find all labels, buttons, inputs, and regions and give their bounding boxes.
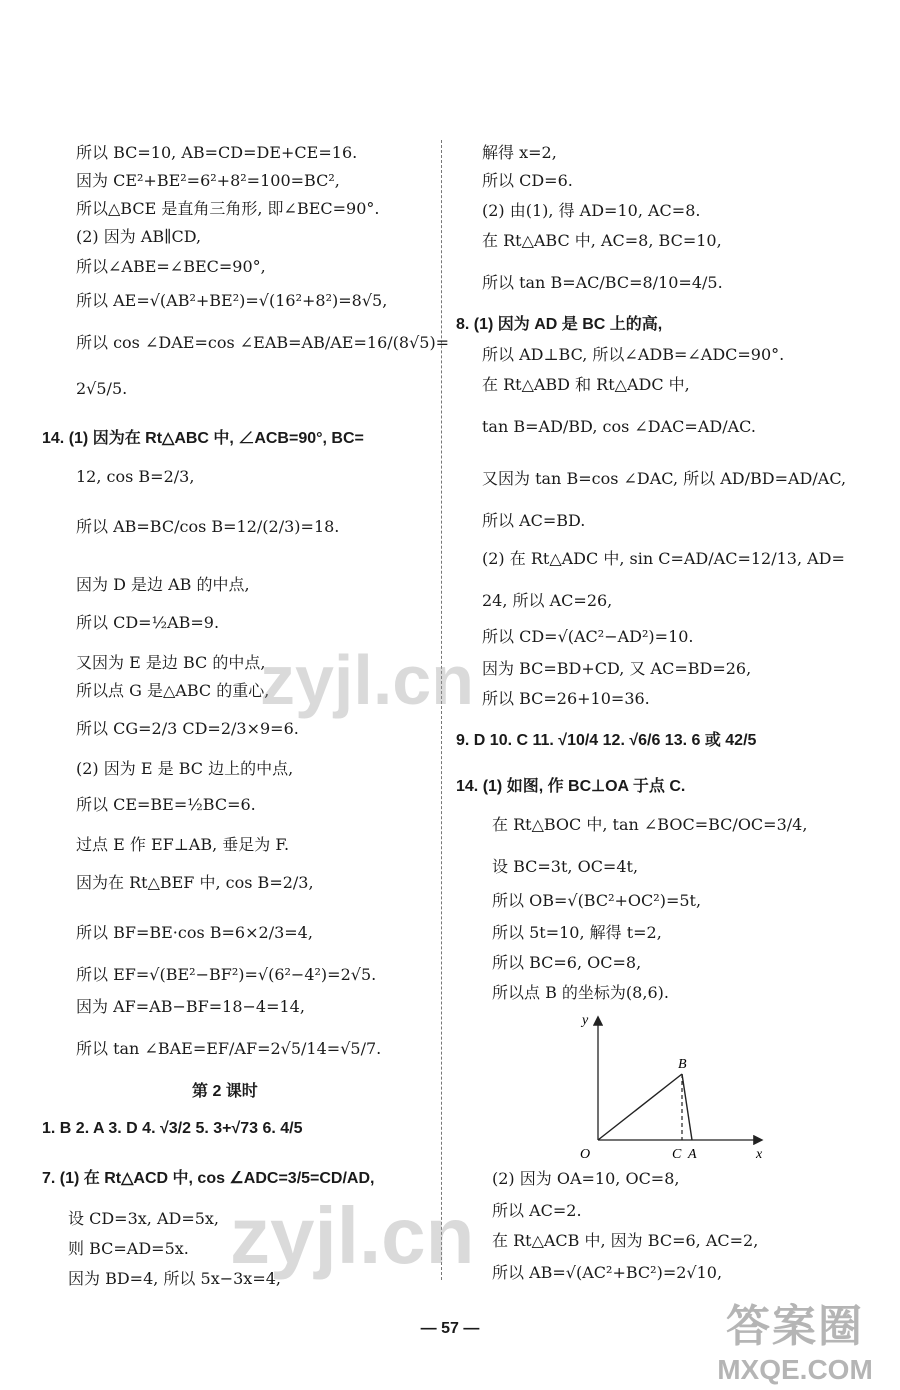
text-line: 在 Rt△ACB 中, 因为 BC=6, AC=2,: [492, 1231, 759, 1250]
question-14-line: 14. (1) 因为在 Rt△ABC 中, ∠ACB=90°, BC=: [42, 430, 364, 447]
text-line: 所以 CD=½AB=9.: [76, 613, 220, 632]
text-line: (2) 由(1), 得 AD=10, AC=8.: [482, 201, 701, 220]
text-line: 所以 AE=√(AB²+BE²)=√(16²+8²)=8√5,: [76, 291, 388, 310]
text-line: 又因为 E 是边 BC 的中点,: [76, 653, 266, 672]
text-line: 设 BC=3t, OC=4t,: [492, 857, 639, 876]
text-line: 所以∠ABE=∠BEC=90°,: [76, 257, 266, 276]
logo-bottom: MXQE.COM: [717, 1354, 873, 1385]
site-logo: [700, 1290, 890, 1385]
text-line: 所以 tan B=AC/BC=8/10=4/5.: [482, 273, 723, 292]
point-o-label: O: [580, 1147, 591, 1160]
text-line: 12, cos B=2/3,: [76, 467, 195, 486]
text-line: (2) 在 Rt△ADC 中, sin C=AD/AC=12/13, AD=: [482, 549, 845, 568]
text-line: 所以 CE=BE=½BC=6.: [76, 795, 256, 814]
text-line: 因为在 Rt△BEF 中, cos B=2/3,: [76, 873, 314, 892]
text-line: 所以点 G 是△ABC 的重心,: [76, 681, 270, 700]
text-line: 又因为 tan B=cos ∠DAC, 所以 AD/BD=AD/AC,: [482, 469, 847, 488]
text-line: 所以 BF=BE·cos B=6×2/3=4,: [76, 923, 313, 942]
question-14-line: 14. (1) 如图, 作 BC⊥OA 于点 C.: [456, 778, 686, 795]
y-axis-label: y: [582, 1013, 589, 1028]
segment-ba: [682, 1074, 692, 1140]
text-line: 因为 CE²+BE²=6²+8²=100=BC²,: [76, 171, 340, 190]
text-line: 在 Rt△BOC 中, tan ∠BOC=BC/OC=3/4,: [492, 815, 808, 834]
text-line: 因为 BC=BD+CD, 又 AC=BD=26,: [482, 659, 752, 678]
segment-ob: [598, 1074, 682, 1140]
text-line: 所以 CD=6.: [482, 171, 573, 190]
text-line: 在 Rt△ABD 和 Rt△ADC 中,: [482, 375, 690, 394]
text-line: 所以 cos ∠DAE=cos ∠EAB=AB/AE=16/(8√5)=: [76, 333, 450, 352]
text-line: 所以△BCE 是直角三角形, 即∠BEC=90°.: [76, 199, 380, 218]
text-line: 所以 EF=√(BE²−BF²)=√(6²−4²)=2√5.: [76, 965, 377, 984]
text-line: 设 CD=3x, AD=5x,: [68, 1209, 220, 1228]
point-a-label: A: [688, 1147, 697, 1160]
text-line: 所以 BC=26+10=36.: [482, 689, 650, 708]
text-line: 所以 AC=2.: [492, 1201, 582, 1220]
text-line: 所以 AC=BD.: [482, 511, 586, 530]
watermark-text: zyjl.cn: [230, 1191, 475, 1280]
text-line: 解得 x=2,: [482, 143, 557, 162]
text-line: tan B=AD/BD, cos ∠DAC=AD/AC.: [482, 417, 756, 436]
coordinate-figure: [556, 1010, 776, 1160]
x-axis-label: x: [756, 1147, 763, 1160]
text-line: 所以 CG=2/3 CD=2/3×9=6.: [76, 719, 299, 738]
text-line: (2) 因为 OA=10, OC=8,: [492, 1169, 680, 1188]
logo-top: 答案圈: [726, 1302, 864, 1351]
text-line: 所以 AB=√(AC²+BC²)=2√10,: [492, 1263, 723, 1282]
text-line: 24, 所以 AC=26,: [482, 591, 613, 610]
text-line: (2) 因为 AB∥CD,: [76, 227, 202, 246]
text-line: 所以 BC=10, AB=CD=DE+CE=16.: [76, 143, 358, 162]
text-line: 2√5/5.: [76, 379, 128, 398]
question-8-line: 8. (1) 因为 AD 是 BC 上的高,: [456, 316, 663, 333]
text-line: 则 BC=AD=5x.: [68, 1239, 189, 1258]
text-line: 所以 5t=10, 解得 t=2,: [492, 923, 662, 942]
text-line: 因为 D 是边 AB 的中点,: [76, 575, 250, 594]
text-line: 所以点 B 的坐标为(8,6).: [492, 983, 669, 1002]
page-number: — 57 —: [420, 1320, 480, 1337]
text-line: (2) 因为 E 是 BC 边上的中点,: [76, 759, 294, 778]
text-line: 所以 AB=BC/cos B=12/(2/3)=18.: [76, 517, 340, 536]
text-line: 过点 E 作 EF⊥AB, 垂足为 F.: [76, 835, 290, 854]
text-line: 在 Rt△ABC 中, AC=8, BC=10,: [482, 231, 722, 250]
text-line: 所以 BC=6, OC=8,: [492, 953, 642, 972]
text-line: 所以 CD=√(AC²−AD²)=10.: [482, 627, 694, 646]
answers-line: 1. B 2. A 3. D 4. √3/2 5. 3+√73 6. 4/5: [42, 1120, 303, 1137]
question-7-line: 7. (1) 在 Rt△ACD 中, cos ∠ADC=3/5=CD/AD,: [42, 1170, 375, 1187]
text-line: 因为 BD=4, 所以 5x−3x=4,: [68, 1269, 282, 1288]
watermark-text: zyjl.cn: [260, 641, 474, 719]
point-b-label: B: [678, 1057, 687, 1072]
section-title: 第 2 课时: [192, 1083, 258, 1100]
text-line: 所以 OB=√(BC²+OC²)=5t,: [492, 891, 702, 910]
answers-line: 9. D 10. C 11. √10/4 12. √6/6 13. 6 或 42/5: [456, 732, 757, 749]
point-c-label: C: [672, 1147, 682, 1160]
text-line: 所以 AD⊥BC, 所以∠ADB=∠ADC=90°.: [482, 345, 785, 364]
text-line: 所以 tan ∠BAE=EF/AF=2√5/14=√5/7.: [76, 1039, 382, 1058]
text-line: 因为 AF=AB−BF=18−4=14,: [76, 997, 305, 1016]
